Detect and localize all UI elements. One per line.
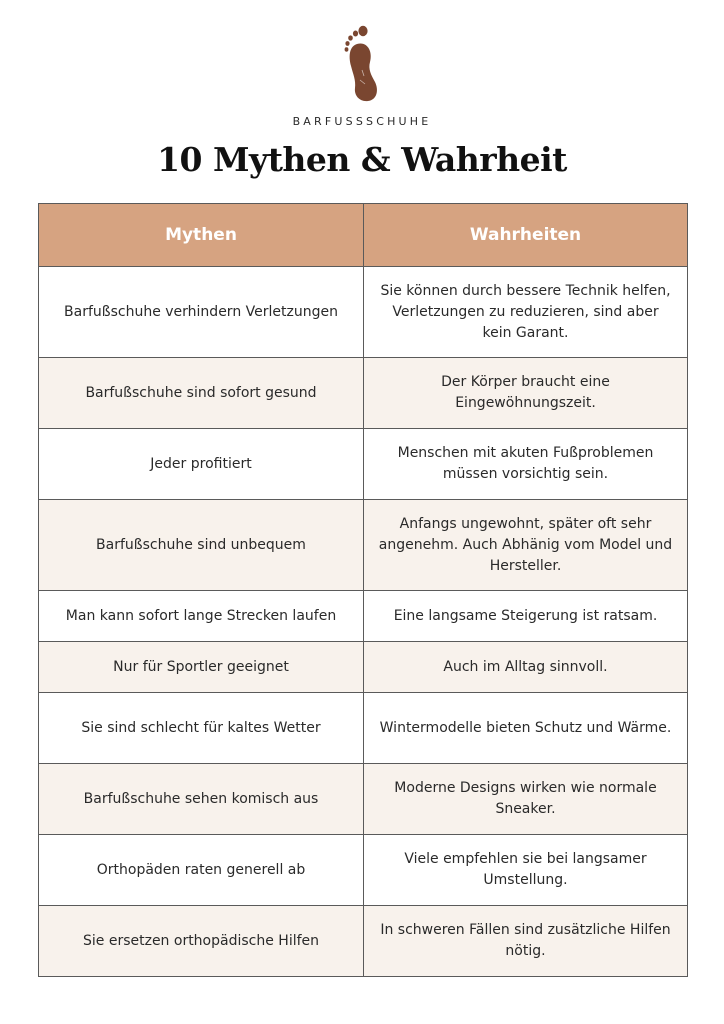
truth-cell: Moderne Designs wirken wie normale Sneaker.: [364, 764, 688, 835]
table-row: [39, 267, 688, 358]
column-header-truths: Wahrheiten: [364, 204, 688, 267]
table-row: [39, 835, 688, 906]
table-row: [39, 906, 688, 977]
truth-cell: Wintermodelle bieten Schutz und Wärme.: [364, 693, 688, 764]
myth-cell: Barfußschuhe sehen komisch aus: [39, 764, 364, 835]
myth-cell: Barfußschuhe verhindern Verletzungen: [39, 267, 364, 358]
truth-cell: Sie können durch bessere Technik helfen, Verletzungen zu reduzieren, sind aber kein Garant.: [364, 267, 688, 358]
column-header-myths: Mythen: [39, 204, 364, 267]
brand-label: BARFUSSSCHUHE: [292, 115, 432, 128]
table-row: [39, 358, 688, 429]
truth-cell: Menschen mit akuten Fußproblemen müssen vorsichtig sein.: [364, 429, 688, 500]
myth-cell: Barfußschuhe sind unbequem: [39, 500, 364, 591]
truth-cell: Der Körper braucht eine Eingewöhnungszeit.: [364, 358, 688, 429]
myth-cell: Man kann sofort lange Strecken laufen: [39, 591, 364, 642]
truth-cell: Anfangs ungewohnt, später oft sehr angenehm. Auch Abhänig vom Model und Hersteller.: [364, 500, 688, 591]
myths-truths-table: [38, 203, 688, 977]
table-row: [39, 591, 688, 642]
page-title: 10 Mythen & Wahrheit: [157, 140, 567, 179]
footprint-icon: [340, 24, 384, 104]
truth-cell: Auch im Alltag sinnvoll.: [364, 642, 688, 693]
truth-cell: Eine langsame Steigerung ist ratsam.: [364, 591, 688, 642]
table-header-row: [39, 204, 688, 267]
myth-cell: Sie ersetzen orthopädische Hilfen: [39, 906, 364, 977]
myth-cell: Orthopäden raten generell ab: [39, 835, 364, 906]
table-row: [39, 693, 688, 764]
myth-cell: Barfußschuhe sind sofort gesund: [39, 358, 364, 429]
table-row: [39, 764, 688, 835]
myth-cell: Nur für Sportler geeignet: [39, 642, 364, 693]
myth-cell: Jeder profitiert: [39, 429, 364, 500]
table-row: [39, 642, 688, 693]
table-row: [39, 429, 688, 500]
myth-cell: Sie sind schlecht für kaltes Wetter: [39, 693, 364, 764]
table-row: [39, 500, 688, 591]
truth-cell: Viele empfehlen sie bei langsamer Umstellung.: [364, 835, 688, 906]
truth-cell: In schweren Fällen sind zusätzliche Hilfen nötig.: [364, 906, 688, 977]
